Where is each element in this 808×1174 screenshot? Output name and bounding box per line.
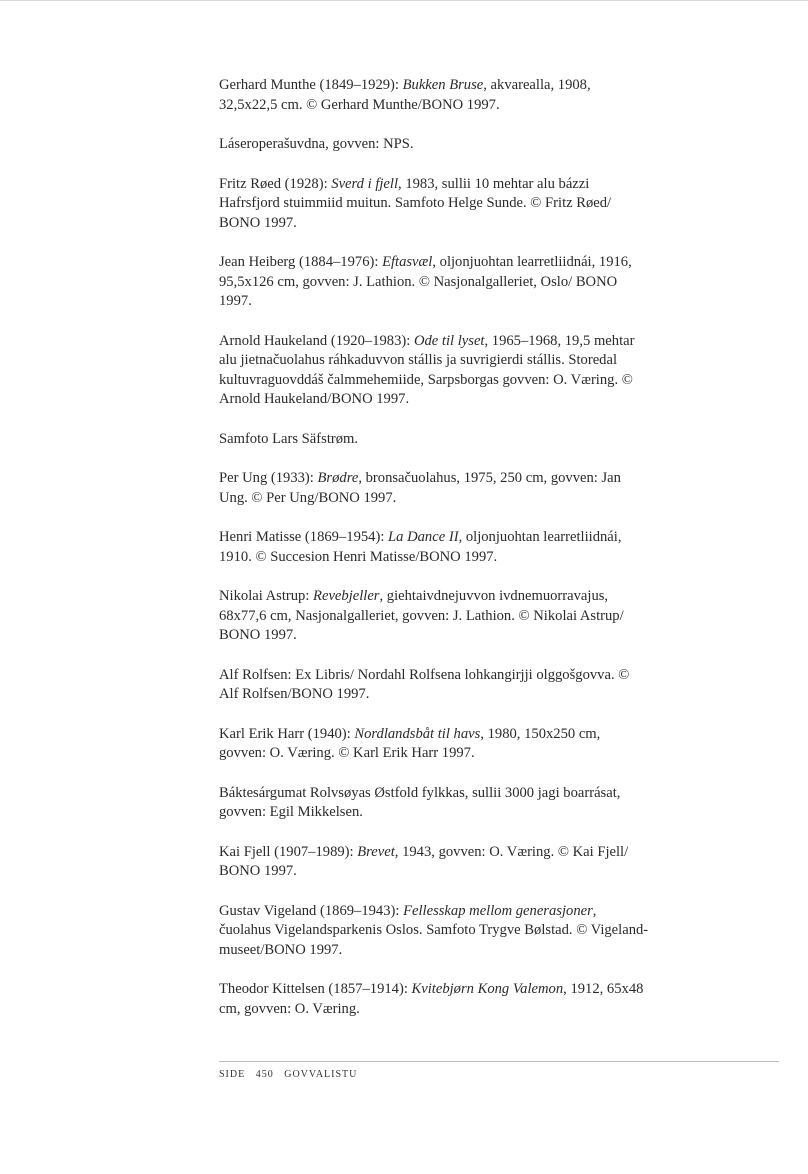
caption-entry [219,76,649,115]
artwork-title: Sverd i fjell [331,175,399,192]
caption-text: Nikolai Astrup: [219,588,314,604]
caption-text: Báktesárgumat Rolvsøyas Østfold fylkkas, sullii 3000 jagi boarrásat, govven: Egil Mikkelsen. [219,784,621,820]
artwork-title: Kvitebjørn Kong Valemon [411,981,564,997]
footer-page-number: 450 [255,1069,274,1080]
artwork-title: Brevet [357,843,395,860]
artwork-title: Ode til lyset [413,332,485,349]
caption-text: Láseroperašuvdna, govven: NPS. [219,136,414,152]
caption-entry [219,980,649,1019]
page-footer [219,1069,364,1080]
caption-text: , 1965–1968, 19,5 mehtar alu jietnačuolahus ráhkaduvvon stállis ja suvrigierdi stállis. Storedal kultuvraguovddáš čalmmehemiide, Sarpsborgas govven: O. Væring. © Arnold Haukeland/BONO 1997. [219,332,635,407]
caption-entry [219,332,649,410]
artwork-title: Eftasvæl [382,254,433,270]
artwork-title: Bukken Bruse [402,77,484,93]
caption-entry [219,135,649,155]
footer-side-label: SIDE [219,1069,246,1080]
caption-entry [219,175,649,234]
caption-entry [219,725,649,764]
caption-text: , oljonjuohtan learretliidnái, 1916, 95,5x126 cm, govven: J. Lathion. © Nasjonalgalleriet, Oslo/ BONO 1997. [219,254,632,309]
caption-text: , 1943, govven: O. Væring. © Kai Fjell/ BONO 1997. [219,843,629,879]
artwork-title: Nordlandsbåt til havs [354,725,481,742]
caption-text: , čuolahus Vigelandsparkenis Oslos. Samfoto Trygve Bølstad. © Vigeland-museet/BONO 1997. [219,902,649,958]
caption-entry [219,587,649,646]
caption-text: Arnold Haukeland (1920–1983): [219,332,414,349]
caption-text: Jean Heiberg (1884–1976): [219,254,383,270]
caption-entry [219,430,649,450]
caption-entry [219,469,649,508]
footer-section-title: GOVVALISTU [284,1069,358,1080]
caption-text: , giehtaivdnejuvvon ivdnemuorravajus, 68x77,6 cm, Nasjonalgalleriet, govven: J. Lathion. © Nikolai Astrup/ BONO 1997. [219,588,624,643]
artwork-title: La Dance II [388,529,459,545]
caption-text: Kai Fjell (1907–1989): [219,843,358,860]
caption-list [219,76,649,1019]
page-top-edge [0,0,808,1]
caption-text: Per Ung (1933): [219,470,318,486]
caption-entry [219,784,649,823]
artwork-title: Fellesskap mellom generasjoner [403,902,593,919]
caption-text: Fritz Røed (1928): [219,175,332,192]
caption-text: Henri Matisse (1869–1954): [219,529,389,545]
caption-entry [219,253,649,312]
caption-text: Gerhard Munthe (1849–1929): [219,77,403,93]
caption-text: , oljonjuohtan learretliidnái, 1910. © Succesion Henri Matisse/BONO 1997. [219,529,622,565]
caption-text: , 1912, 65x48 cm, govven: O. Væring. [219,981,644,1017]
footer-divider [219,1061,779,1062]
caption-entry [219,666,649,705]
caption-entry [219,902,649,961]
caption-text: Gustav Vigeland (1869–1943): [219,902,404,919]
caption-entry [219,843,649,882]
caption-text: Theodor Kittelsen (1857–1914): [219,981,412,997]
caption-text: , 1983, sullii 10 mehtar alu bázzi Hafrsfjord stuimmiid muitun. Samfoto Helge Sunde. © Fritz Røed/ BONO 1997. [219,175,612,231]
caption-text: , akvarealla, 1908, 32,5x22,5 cm. © Gerhard Munthe/BONO 1997. [219,77,591,113]
artwork-title: Revebjeller [313,588,380,604]
caption-text: Alf Rolfsen: Ex Libris/ Nordahl Rolfsena lohkangirjji olggošgovva. © Alf Rolfsen/BONO 1997. [219,666,630,702]
artwork-title: Brødre [317,470,359,486]
caption-entry [219,528,649,567]
caption-text: Karl Erik Harr (1940): [219,725,355,742]
caption-text: Samfoto Lars Säfstrøm. [219,430,359,447]
caption-text: , 1980, 150x250 cm, govven: O. Væring. © Karl Erik Harr 1997. [219,725,601,761]
caption-text: , bronsačuolahus, 1975, 250 cm, govven: Jan Ung. © Per Ung/BONO 1997. [219,470,621,506]
